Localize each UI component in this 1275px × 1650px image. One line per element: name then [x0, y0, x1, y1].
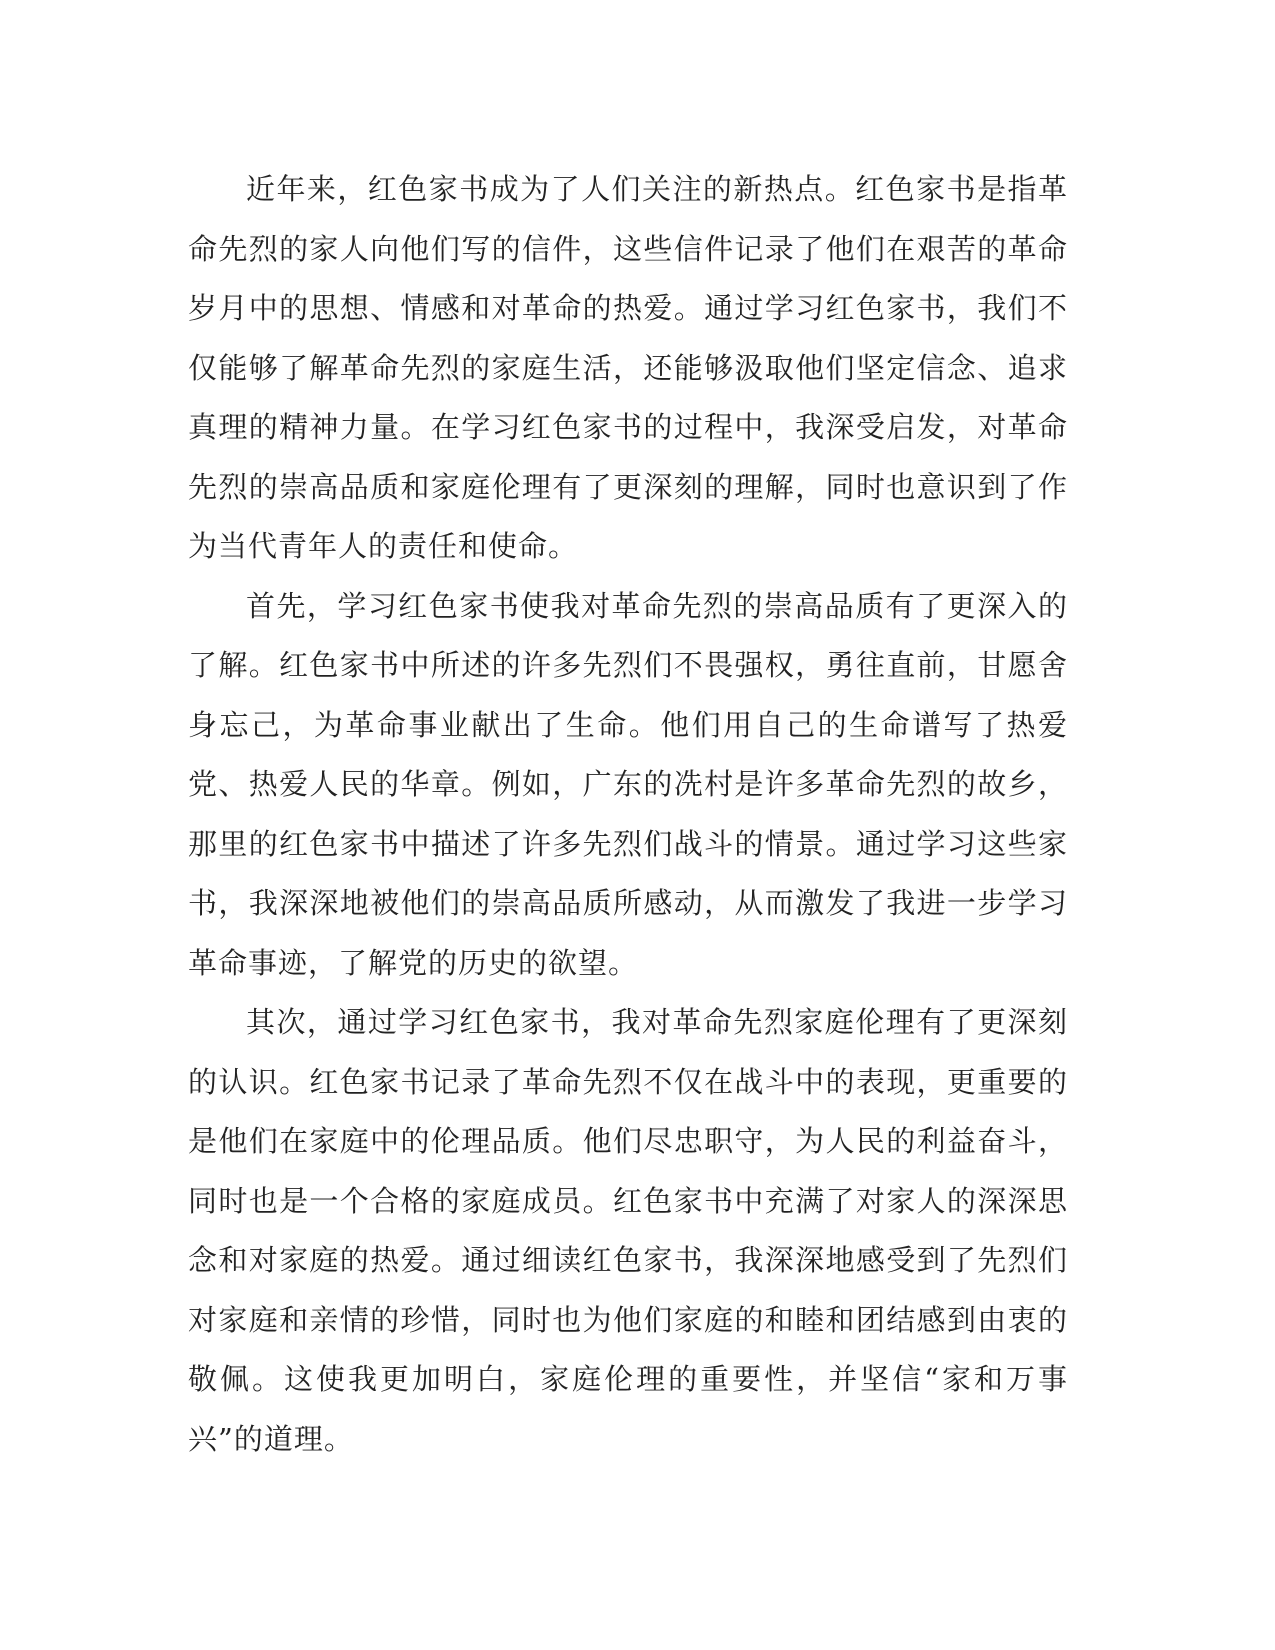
paragraph-first-point: 首先，学习红色家书使我对革命先烈的崇高品质有了更深入的了解。红色家书中所述的许多先烈们不畏强权，勇往直前，甘愿舍身忘己，为革命事业献出了生命。他们用自己的生命谱写了热爱党、热爱人民的华章。例如，广东的冼村是许多革命先烈的故乡，那里的红色家书中描述了许多先烈们战斗的情景。通过学习这些家书，我深深地被他们的崇高品质所感动，从而激发了我进一步学习革命事迹，了解党的历史的欲望。 — [188, 588, 1068, 980]
document-body — [188, 160, 1068, 1469]
paragraph-intro: 近年来，红色家书成为了人们关注的新热点。红色家书是指革命先烈的家人向他们写的信件，这些信件记录了他们在艰苦的革命岁月中的思想、情感和对革命的热爱。通过学习红色家书，我们不仅能够了解革命先烈的家庭生活，还能够汲取他们坚定信念、追求真理的精神力量。在学习红色家书的过程中，我深受启发，对革命先烈的崇高品质和家庭伦理有了更深刻的理解，同时也意识到了作为当代青年人的责任和使命。 — [188, 172, 1068, 563]
paragraph-second-point: 其次，通过学习红色家书，我对革命先烈家庭伦理有了更深刻的认识。红色家书记录了革命先烈不仅在战斗中的表现，更重要的是他们在家庭中的伦理品质。他们尽忠职守，为人民的利益奋斗，同时也是一个合格的家庭成员。红色家书中充满了对家人的深深思念和对家庭的热爱。通过细读红色家书，我深深地感受到了先烈们对家庭和亲情的珍惜，同时也为他们家庭的和睦和团结感到由衷的敬佩。这使我更加明白，家庭伦理的重要性，并坚信“家和万事兴”的道理。 — [188, 1005, 1068, 1456]
